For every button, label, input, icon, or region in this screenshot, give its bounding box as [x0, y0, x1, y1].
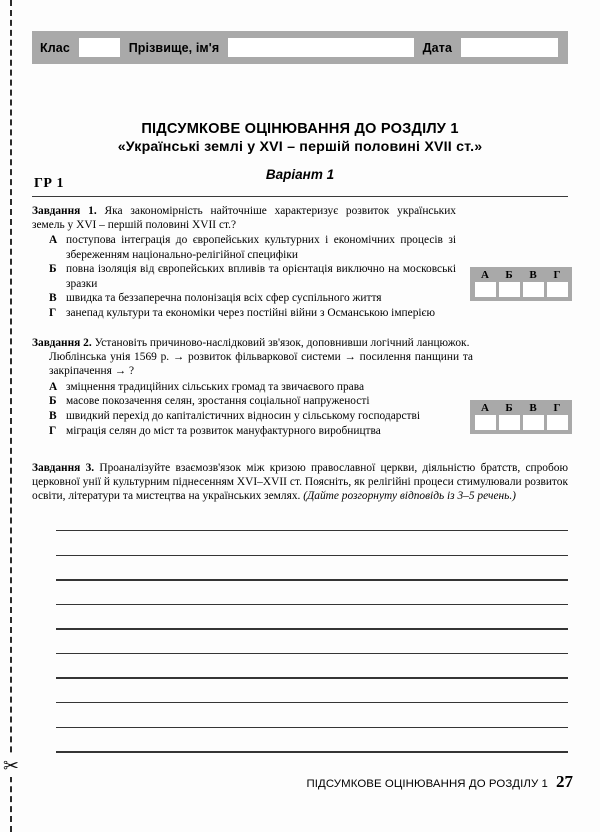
task-3-prompt	[32, 461, 568, 504]
footer-label: ПІДСУМКОВЕ ОЦІНЮВАННЯ ДО РОЗДІЛУ 1	[306, 778, 548, 790]
option-text: занепад культури та економіки через постійні війни з Османською імперією	[66, 306, 435, 319]
answer-cell-g[interactable]	[547, 415, 568, 430]
answer-line[interactable]	[56, 702, 568, 703]
option-key: Г	[49, 424, 57, 437]
option-text: масове покозачення селян, зростання соціальної напруженості	[66, 395, 370, 408]
date-input[interactable]	[461, 38, 558, 57]
answer-line[interactable]	[56, 579, 568, 580]
answer-letter: В	[529, 402, 537, 414]
answer-cell-a[interactable]	[475, 415, 496, 430]
class-input[interactable]	[79, 38, 120, 57]
answer-letter-row	[473, 402, 569, 415]
name-input[interactable]	[228, 38, 413, 57]
task-2-options	[49, 380, 473, 438]
title-line-1: ПІДСУМКОВЕ ОЦІНЮВАННЯ ДО РОЗДІЛУ 1	[141, 121, 459, 137]
option-text: зміцнення традиційних сільських громад та звичаєвого права	[66, 380, 365, 393]
answer-cell-b[interactable]	[499, 282, 520, 297]
option-key: В	[49, 292, 57, 305]
option-text: швидка та беззаперечна полонізація всіх сфер суспільного життя	[66, 292, 382, 305]
answer-line[interactable]	[56, 677, 568, 678]
date-label: Дата	[422, 40, 453, 55]
task-2-head: Завдання 2.	[32, 337, 92, 349]
option-key: Б	[49, 395, 57, 408]
option-key: Г	[49, 306, 57, 319]
identification-bar	[32, 31, 568, 64]
task-1-option-v[interactable]	[49, 291, 456, 305]
answer-line[interactable]	[56, 727, 568, 728]
task-2-answer-grid	[470, 400, 572, 434]
answer-lines[interactable]	[56, 530, 568, 776]
answer-line[interactable]	[56, 653, 568, 654]
page-number: 27	[556, 772, 573, 791]
answer-letter: Г	[553, 402, 561, 414]
task-2-option-b[interactable]	[49, 394, 473, 408]
option-key: А	[49, 380, 58, 393]
option-text: швидкий перехід до капіталістичних відносин у сільському господарстві	[66, 410, 421, 423]
variant-label: Варіант 1	[265, 167, 335, 182]
answer-letter: А	[481, 269, 489, 281]
task-1-options	[49, 233, 456, 320]
group-tag: ГР 1	[34, 176, 64, 191]
answer-cell-a[interactable]	[475, 282, 496, 297]
answer-letter-row	[473, 269, 569, 282]
task-3-instruction: (Дайте розгорнуту відповідь із 3–5 речень.)	[303, 490, 516, 503]
task-1-head: Завдання 1.	[32, 205, 97, 217]
task-3-question: Проаналізуйте взаємозв'язок між кризою православної церкви, діяльністю братств, спробою церковної унії й культурним піднесенням XVI–XVII ст. Поясніть, як релігійні процеси стимулювали розвиток освіти, літератури та мистецтва на українських землях.	[32, 462, 568, 503]
page-title	[30, 120, 570, 182]
name-label: Прізвище, ім'я	[128, 40, 220, 55]
task-2-prompt	[32, 336, 568, 350]
answer-letter: А	[481, 402, 489, 414]
option-key: Б	[49, 263, 57, 276]
answer-letter: Г	[553, 269, 561, 281]
answer-line[interactable]	[56, 555, 568, 556]
answer-cell-b[interactable]	[499, 415, 520, 430]
task-2-chain: Люблінська унія 1569 р. → розвиток фільваркової системи → посилення панщини та закріпачення → ?	[49, 351, 473, 378]
option-key: А	[49, 234, 58, 247]
answer-line[interactable]	[56, 604, 568, 605]
title-line-2: «Українські землі у XVI – першій половині XVII ст.»	[117, 139, 483, 155]
answer-letter: Б	[505, 402, 513, 414]
option-key: В	[49, 410, 57, 423]
task-1-answer-grid	[470, 267, 572, 301]
task-1-option-a[interactable]	[49, 233, 456, 261]
task-2-option-v[interactable]	[49, 409, 473, 423]
task-3-head: Завдання 3.	[32, 462, 95, 474]
task-2-option-a[interactable]	[49, 380, 473, 394]
option-text: міграція селян до міст та розвиток мануфактурного виробництва	[66, 424, 381, 437]
task-2-option-g[interactable]	[49, 424, 473, 438]
task-1	[32, 204, 456, 320]
answer-line[interactable]	[56, 751, 568, 752]
answer-cell-g[interactable]	[547, 282, 568, 297]
answer-line[interactable]	[56, 628, 568, 629]
answer-letter: Б	[505, 269, 513, 281]
answer-cell-row	[473, 415, 569, 430]
task-2-question: Установіть причиново-наслідковий зв'язок, доповнивши логічний ланцюжок.	[94, 337, 470, 349]
task-1-option-g[interactable]	[49, 306, 456, 320]
option-text: повна ізоляція від європейських впливів та орієнтація виключно на московські зразки	[66, 263, 456, 290]
cut-dashed-line	[10, 0, 12, 832]
task-1-option-b[interactable]	[49, 262, 456, 290]
task-1-prompt	[32, 204, 456, 232]
answer-cell-v[interactable]	[523, 282, 544, 297]
task-1-question: Яка закономірність найточніше характеризує розвиток українських земель у XVI – першій половині XVII ст.?	[32, 205, 456, 232]
answer-line[interactable]	[56, 530, 568, 531]
answer-cell-v[interactable]	[523, 415, 544, 430]
divider	[32, 196, 568, 197]
class-label: Клас	[40, 40, 70, 55]
answer-cell-row	[473, 282, 569, 297]
answer-letter: В	[529, 269, 537, 281]
option-text: поступова інтеграція до європейських культурних і економічних процесів зі збереженням національно-релігійної специфіки	[66, 234, 456, 261]
task-3	[32, 461, 568, 504]
scissors-icon: ✂	[1, 755, 21, 777]
